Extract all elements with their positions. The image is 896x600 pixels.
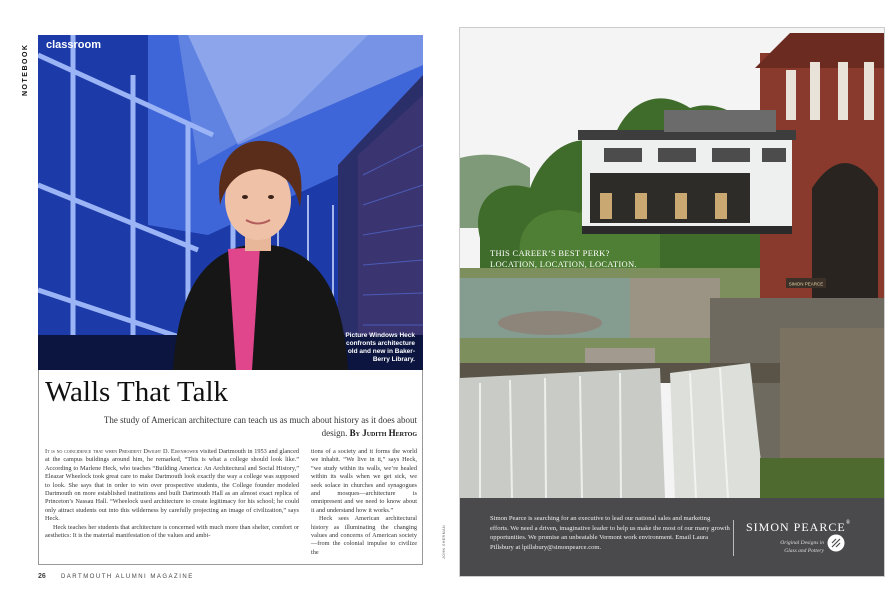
article-headline: Walls That Talk xyxy=(45,376,229,408)
section-label-vertical: NOTEBOOK xyxy=(22,43,29,96)
ad-headline-line-2: LOCATION, LOCATION, LOCATION. xyxy=(490,259,637,269)
body-column-1 xyxy=(45,448,299,540)
left-page xyxy=(0,0,440,600)
ad-copy: Simon Pearce is searching for an executive to lead our national sales and marketing efforts. We need a driven, imaginative leader to help us make the most of our many growth opportunities. We promise an unbeatable Vermont work environment. Email Laura Pillsbury at lpillsbury@simonpearce.com. xyxy=(490,515,730,551)
paragraph: tions of a society and it forms the world we inhabit. “We live in it,” says Heck, “we study within its walls, we’re healed within its walls when we get sick, we seek solace in churches and synagogues and mosques—architecture is omnipresent and we need to know about it and understand how it works.” xyxy=(311,448,417,514)
magazine-name: DARTMOUTH ALUMNI MAGAZINE xyxy=(60,574,194,580)
brand-tagline xyxy=(746,540,824,555)
section-label: classroom xyxy=(46,39,102,51)
photo-caption: Picture Windows Heck confronts architecture old and new in Baker-Berry Library. xyxy=(345,332,415,363)
paragraph-text: visited Dartmouth in 1953 and glanced at the campus buildings around him, he remarked, “This is what a college should look like.” According to Marlene Heck, who teaches “Building America: An Architectural and Social History,” Eleazar Wheelock took great care to make Dartmouth look exactly the way a college was supposed to look. She says that in order to win over prospective students, the College founder modeled Dartmouth on more established institutions and built Dartmouth Hall as an almost exact replica of Princeton’s Nassau Hall. “Wheelock used architecture to create legitimacy for his school; he could only attract students out into this wilderness by carefully projecting an image of civilization,” says Heck. xyxy=(45,448,300,523)
deck-text: The study of American architecture can teach us as much about history as it does about design. xyxy=(103,415,417,438)
lead-in: It is no coincidence that when President Dwight D. Eisenhower xyxy=(45,448,199,455)
divider xyxy=(733,520,734,556)
article-box xyxy=(38,370,423,565)
ad-headline-line-1: THIS CAREER’S BEST PERK? xyxy=(490,248,610,258)
body-column-2 xyxy=(311,448,417,557)
paragraph: Heck sees American architectural history as illuminating the changing values and concerns of American society—from the colonial impulse to civilize the xyxy=(311,515,417,556)
brand-logo-icon xyxy=(827,534,845,552)
tagline-line-2: Glass and Pottery xyxy=(784,547,824,554)
hero-photo xyxy=(38,35,423,370)
article-deck xyxy=(99,414,417,440)
registered-mark: ® xyxy=(845,520,852,526)
paragraph xyxy=(45,448,299,524)
mill-sign: SIMON PEARCE xyxy=(788,281,824,287)
page-number: 26 xyxy=(38,573,46,580)
paragraph: Heck teaches her students that architecture is concerned with much more than shelter, comfort or aesthetics: It is the material manifestation of the values and ambi- xyxy=(45,523,299,540)
brand-name xyxy=(746,520,851,535)
photo-credit: JOHN SHERMAN xyxy=(442,525,446,560)
ad-info-band xyxy=(460,498,885,577)
byline: By Judith Hertog xyxy=(349,428,417,438)
advertisement-page xyxy=(459,27,885,577)
ad-headline xyxy=(490,248,637,270)
page-footer xyxy=(38,573,194,580)
brand-wordmark: SIMON PEARCE xyxy=(746,520,846,534)
tagline-line-1: Original Designs in xyxy=(780,540,824,546)
library-window-illustration xyxy=(38,35,423,370)
